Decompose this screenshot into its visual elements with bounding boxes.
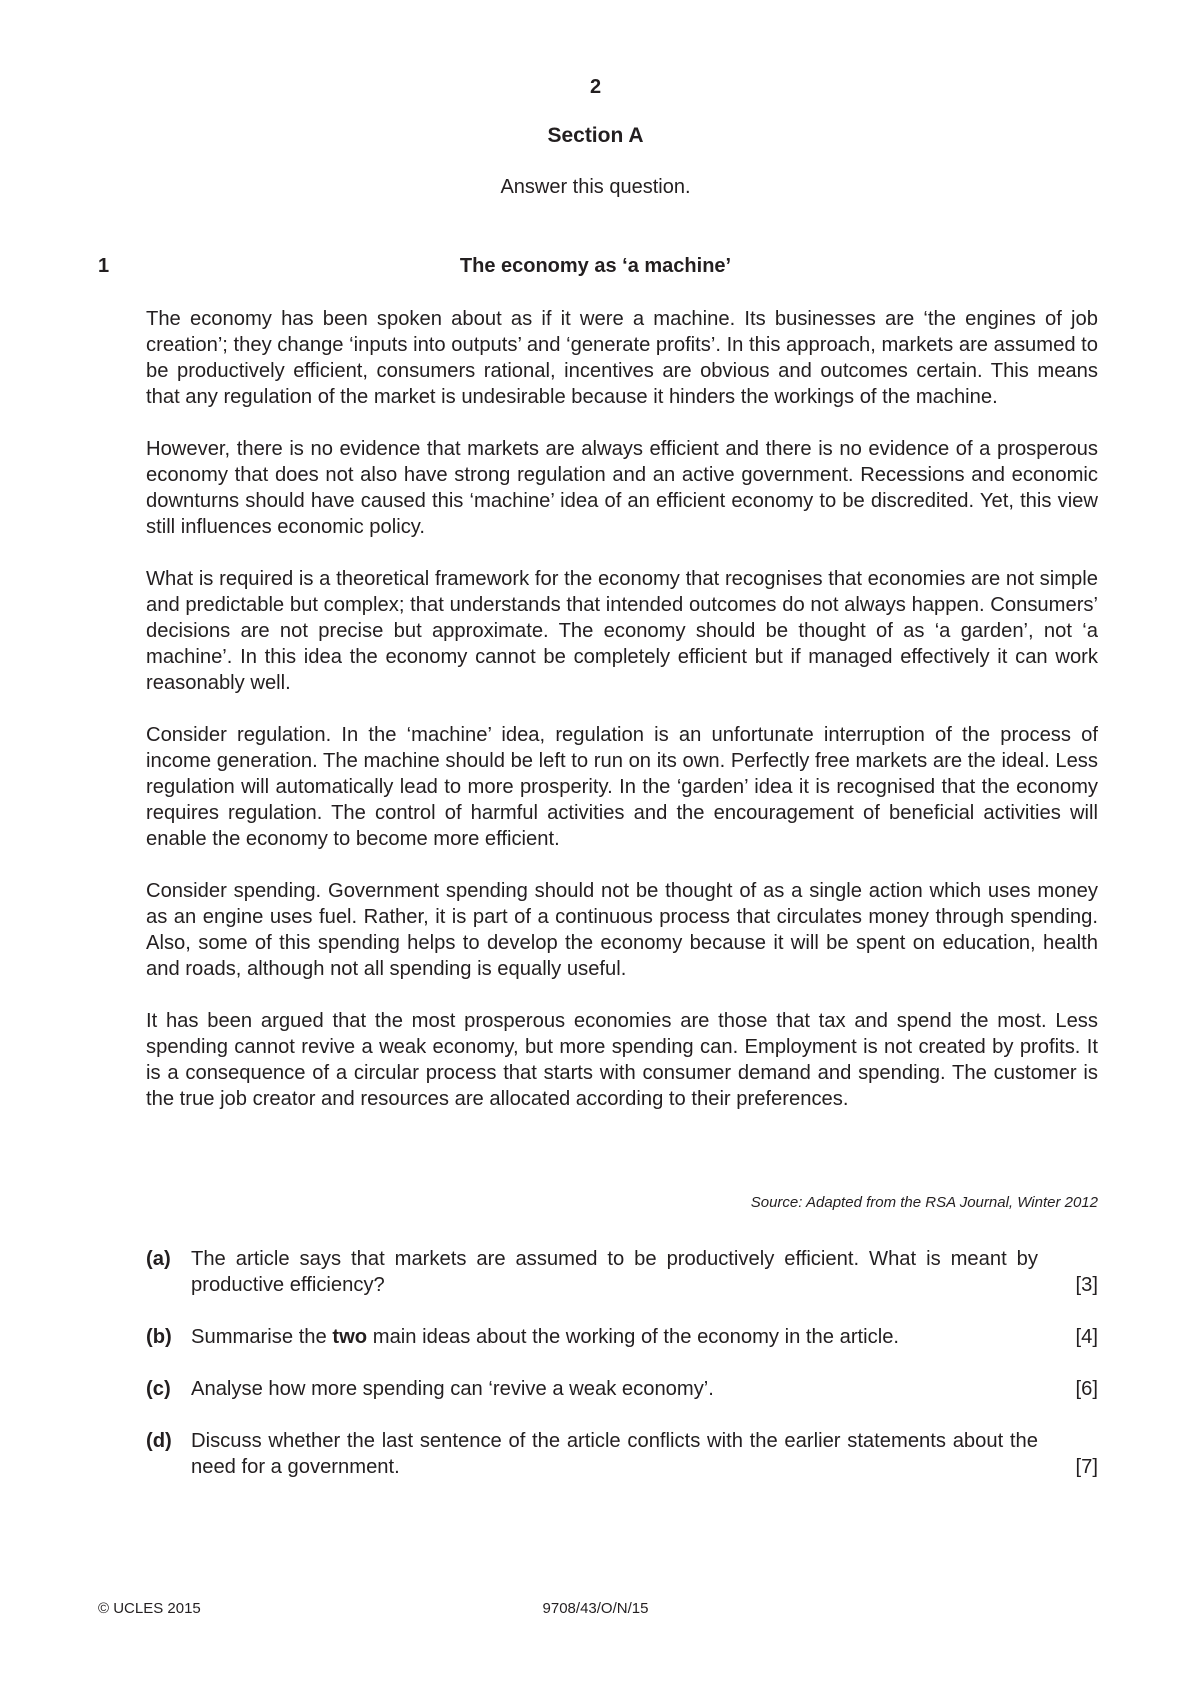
part-text: Summarise the two main ideas about the working of the economy in the article. [4]	[191, 1326, 1098, 1348]
article-paragraph: The economy has been spoken about as if it were a machine. Its businesses are ‘the engines of job creation’; they change ‘inputs into outputs’ and ‘generate profits’. In this approach, markets are assumed to be productively efficient, consumers rational, incentives are obvious and outcomes certain. This means that any regulation of the market is undesirable because it hinders the workings of the machine.	[146, 308, 1098, 408]
footer-copyright: © UCLES 2015	[98, 1600, 201, 1617]
part-text: The article says that markets are assumed to be productively efficient. What is meant by productive efficiency? [3]	[191, 1248, 1098, 1296]
part-label: (b)	[146, 1326, 172, 1348]
marks-badge: [3]	[1075, 1274, 1098, 1296]
article-body	[146, 306, 1098, 1138]
article-paragraph: Consider spending. Government spending should not be thought of as a single action which uses money as an engine uses fuel. Rather, it is part of a continuous process that circulates money through spending. Also, some of this spending helps to develop the economy because it will be spent on education, health and roads, although not all spending is equally useful.	[146, 880, 1098, 980]
part-label: (c)	[146, 1378, 171, 1400]
page-number: 2	[589, 76, 602, 98]
question-part-a	[146, 1246, 1098, 1298]
marks-badge: [7]	[1075, 1456, 1098, 1478]
instruction-text: Answer this question.	[500, 176, 691, 198]
marks-badge: [6]	[1075, 1378, 1098, 1400]
footer-paper-code: 9708/43/O/N/15	[542, 1600, 649, 1617]
emphasis-word: two	[332, 1326, 368, 1348]
part-label: (d)	[146, 1430, 172, 1452]
article-paragraph: What is required is a theoretical framework for the economy that recognises that economies are not simple and predictable but complex; that understands that intended outcomes do not always happen. Consumers’ decisions are not precise but approximate. The economy should be thought of as ‘a garden’, not ‘a machine’. In this idea the economy cannot be completely efficient but if managed effectively it can work reasonably well.	[146, 568, 1098, 694]
question-part-d	[146, 1428, 1098, 1480]
part-text: Discuss whether the last sentence of the article conflicts with the earlier statements about the need for a government. [7]	[191, 1430, 1098, 1478]
article-paragraph: Consider regulation. In the ‘machine’ idea, regulation is an unfortunate interruption of the process of income generation. The machine should be left to run on its own. Perfectly free markets are the ideal. Less regulation will automatically lead to more prosperity. In the ‘garden’ idea it is recognised that the economy requires regulation. The control of harmful activities and the encouragement of beneficial activities will enable the economy to become more efficient.	[146, 724, 1098, 850]
part-text: Analyse how more spending can ‘revive a weak economy’. [6]	[191, 1378, 1098, 1400]
article-paragraph: However, there is no evidence that markets are always efficient and there is no evidence of a prosperous economy that does not also have strong regulation and an active government. Recessions and economic downturns should have caused this ‘machine’ idea of an efficient economy to be discredited. Yet, this view still influences economic policy.	[146, 438, 1098, 538]
question-number: 1	[98, 255, 110, 277]
question-parts	[146, 1246, 1098, 1506]
question-part-b	[146, 1324, 1098, 1350]
section-title: Section A	[547, 124, 644, 147]
article-paragraph: It has been argued that the most prosperous economies are those that tax and spend the most. Less spending cannot revive a weak economy, but more spending can. Employment is not created by profits. It is a consequence of a circular process that starts with consumer demand and spending. The customer is the true job creator and resources are allocated according to their preferences.	[146, 1010, 1098, 1110]
marks-badge: [4]	[1075, 1326, 1098, 1348]
source-citation: Source: Adapted from the RSA Journal, Winter 2012	[750, 1194, 1098, 1211]
article-title: The economy as ‘a machine’	[459, 255, 732, 277]
part-label: (a)	[146, 1248, 171, 1270]
question-part-c	[146, 1376, 1098, 1402]
